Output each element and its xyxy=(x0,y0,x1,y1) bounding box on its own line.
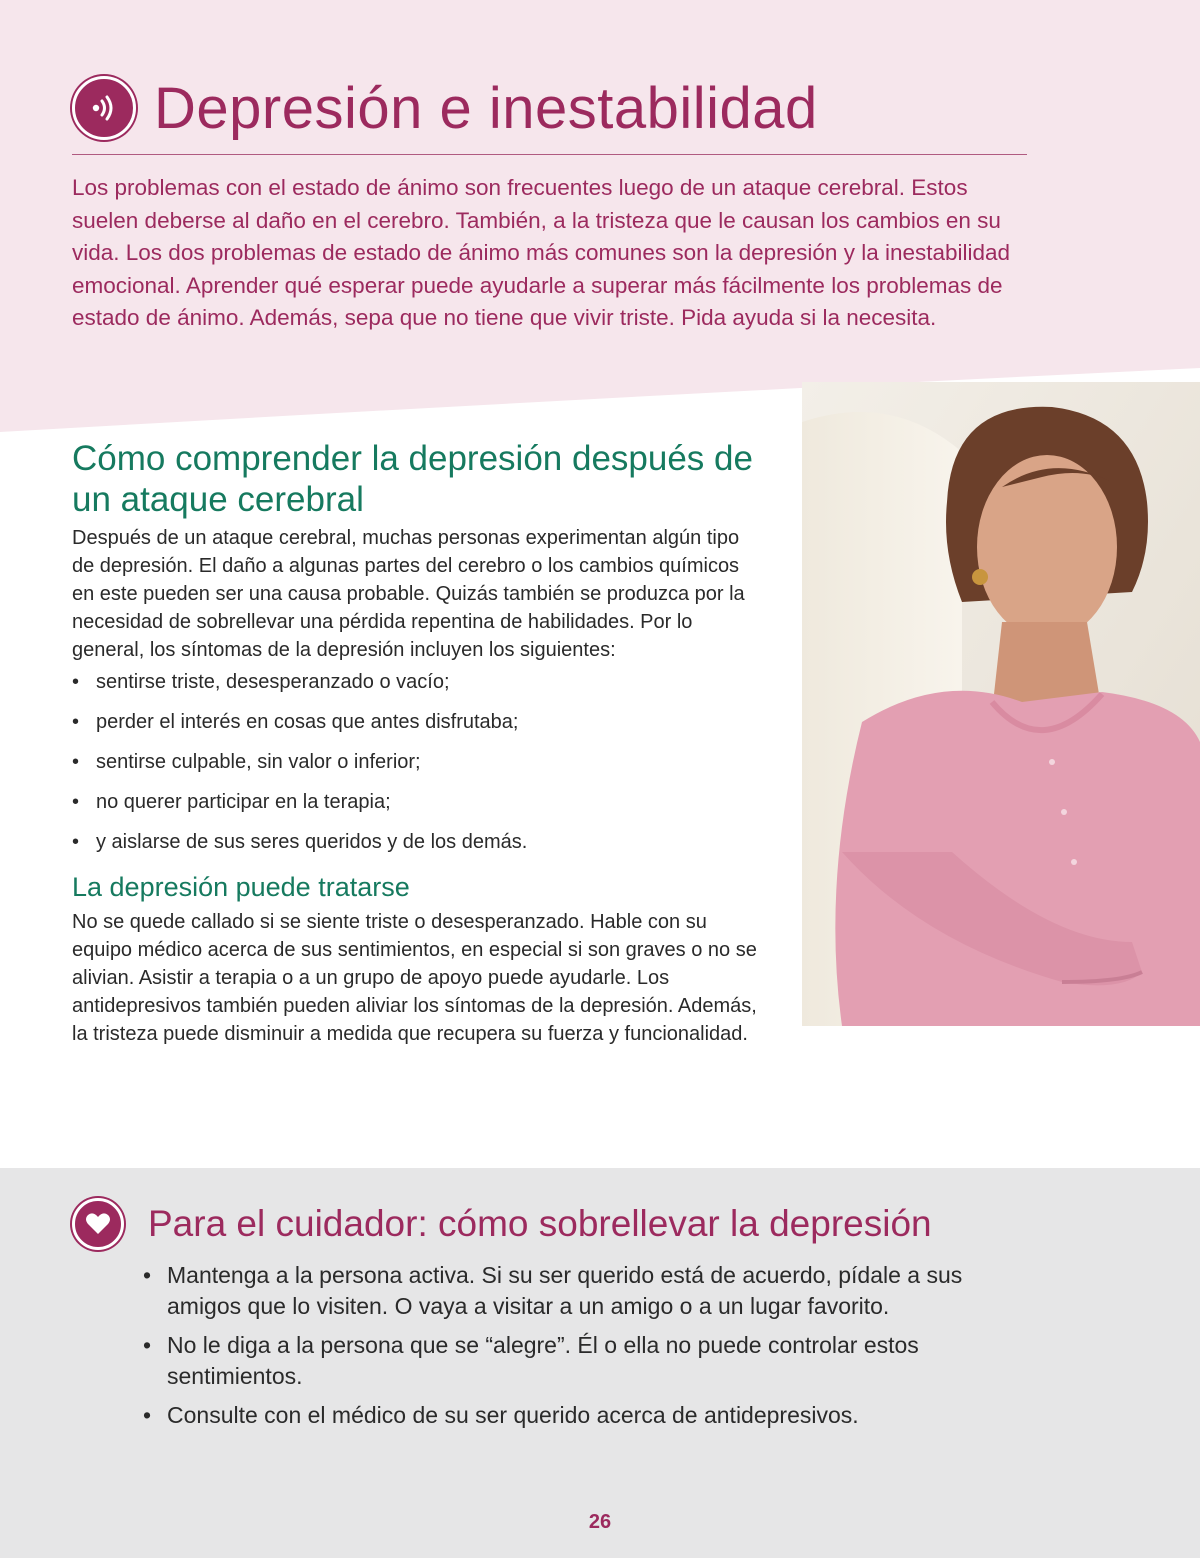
caregiver-title-row xyxy=(72,1198,932,1250)
page-title: Depresión e inestabilidad xyxy=(154,75,818,141)
list-item: • Consulte con el médico de su ser querido acerca de antidepresivos. xyxy=(143,1400,1023,1431)
list-item: • y aislarse de sus seres queridos y de los demás. xyxy=(72,828,772,856)
depression-section xyxy=(72,438,772,1048)
list-item: • sentirse triste, desesperanzado o vacío; xyxy=(72,668,772,696)
depression-body: Después de un ataque cerebral, muchas personas experimentan algún tipo de depresión. El daño a algunas partes del cerebro o los cambios químicos en este pueden ser una causa probable. Quizás también se produzca por la necesidad de sobrellevar una pérdida repentina de habilidades. Por lo general, los síntomas de la depresión incluyen los siguientes: xyxy=(72,527,745,661)
caregiver-heading: Para el cuidador: cómo sobrellevar la depresión xyxy=(148,1203,932,1244)
woman-photo xyxy=(802,382,1200,1026)
heart-icon xyxy=(72,1198,124,1250)
title-row xyxy=(72,68,818,148)
list-item: • no querer participar en la terapia; xyxy=(72,788,772,816)
list-item: • No le diga a la persona que se “alegre”. Él o ella no puede controlar estos sentimientos. xyxy=(143,1330,1023,1392)
caregiver-box xyxy=(0,1168,1200,1558)
list-item: • perder el interés en cosas que antes disfrutaba; xyxy=(72,708,772,736)
page-number: 26 xyxy=(588,1511,612,1533)
speaker-sound-icon xyxy=(72,76,136,140)
symptom-list xyxy=(72,668,772,856)
list-item: • sentirse culpable, sin valor o inferior; xyxy=(72,748,772,776)
depression-heading: Cómo comprender la depresión después de un ataque cerebral xyxy=(72,439,753,519)
list-item: • Mantenga a la persona activa. Si su ser querido está de acuerdo, pídale a sus amigos que lo visiten. O vaya a visitar a un amigo o a un lugar favorito. xyxy=(143,1260,1023,1322)
title-divider xyxy=(72,154,1027,155)
intro-paragraph: Los problemas con el estado de ánimo son frecuentes luego de un ataque cerebral. Estos suelen deberse al daño en el cerebro. También, a la tristeza que le causan los cambios en su vida. Los dos problemas de estado de ánimo más comunes son la depresión y la inestabilidad emocional. Aprender qué esperar puede ayudarle a superar más fácilmente los problemas de estado de ánimo. Además, sepa que no tiene que vivir triste. Pida ayuda si la necesita. xyxy=(72,175,1011,330)
treatment-heading: La depresión puede tratarse xyxy=(72,872,410,902)
treatment-body: No se quede callado si se siente triste o desesperanzado. Hable con su equipo médico acerca de sus sentimientos, en especial si son graves o no se alivian. Asistir a terapia o a un grupo de apoyo puede ayudarle. Los antidepresivos también pueden aliviar los síntomas de la depresión. Además, la tristeza puede disminuir a medida que recupera su fuerza y funcionalidad. xyxy=(72,911,757,1045)
caregiver-list xyxy=(143,1260,1023,1439)
